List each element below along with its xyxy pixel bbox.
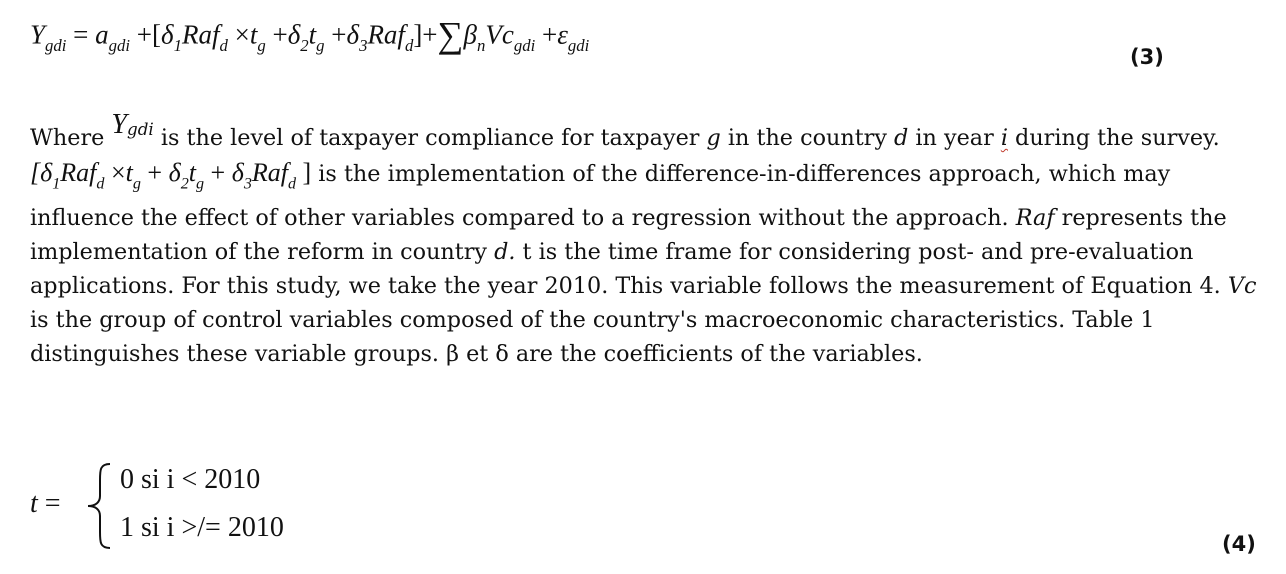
para-where: Where (30, 125, 112, 151)
eq3-delta3-sub: 3 (359, 35, 368, 55)
para-text-3: in year (908, 125, 1001, 151)
eq3-plus4: + (535, 19, 558, 50)
eq3-delta1: δ (161, 19, 174, 50)
eq3-t1: t (249, 19, 258, 50)
para-text-1: is the level of taxpayer compliance for taxpayer (153, 125, 707, 151)
eq3-raf2-sub: d (404, 35, 414, 55)
para-text-5: is the implementation of the difference-in-differences approach, which may influence the effect of other variables compared to a regression without the approach. (30, 161, 1171, 232)
para-g: g (706, 125, 721, 151)
para-text-7: t is the time frame for considering post- and pre-evaluation applications. For this study, we take the year 2010. This variable follows the measurement of Equation 4. (30, 239, 1228, 300)
body-paragraph: Where $Y^{gdi}$ is the level of taxpayer compliance for taxpayer g in the country d in year i during the survey. [$\delta_1Raf_d \times t_g + \delta_2t_g + \delta_3Raf_d$ ] is the implementation of the difference-in-differences approach, which may influence the effect of other variables compared to a regression without the approach. Raf represents the implementation of the reform in country d. t is the time frame for considering post- and pre-evaluation applications. For this study, we take the year 2010. This variable follows the measurement of Equation 4. Vc is the group of control variables composed of the country's macroeconomic characteristics. Table 1 distinguishes these variable groups. β et δ are the coefficients of the variables. (30, 109, 1257, 368)
eq4-lhs: t = (30, 488, 61, 519)
para-d: d (894, 125, 909, 151)
eq3-raf2: Raf (367, 19, 405, 50)
eq3-equals: = (66, 19, 96, 50)
equation-3 (30, 14, 589, 56)
eq3-a: a (95, 19, 109, 50)
eq3-lhs: Y (30, 19, 46, 50)
eq3-t2: t (308, 19, 317, 50)
eq3-beta: β (463, 19, 477, 50)
eq3-plus-bracket: +[ (130, 19, 162, 50)
eq3-vc-sub: gdi (513, 35, 536, 55)
eq3-delta2: δ (287, 19, 301, 50)
para-text-6: represents the implementation of the reform in country (30, 205, 1227, 266)
equation-4 (30, 460, 630, 550)
eq3-raf1: Raf (181, 19, 220, 50)
eq3-lhs-sub: gdi (45, 35, 67, 55)
eq3-epsilon: ε (557, 19, 568, 50)
eq4-case-1: 0 si i < 2010 (120, 464, 261, 495)
eq3-raf1-sub: d (219, 35, 228, 55)
eq4-case-2: 1 si i >/= 2010 (120, 512, 284, 543)
eq3-delta1-sub: 1 (173, 35, 182, 55)
eq3-times: × (227, 19, 250, 50)
eq3-t1-sub: g (257, 35, 266, 55)
eq3-bracket-close: ]+ (413, 19, 438, 50)
para-i-spellcheck: i (1000, 125, 1008, 151)
eq3-delta2-sub: 2 (300, 35, 309, 55)
para-text-2: in the country (720, 125, 895, 151)
eq3-t2-sub: g (316, 35, 325, 55)
eq3-sum-symbol: ∑ (437, 15, 464, 55)
para-raf: Raf (1015, 205, 1055, 232)
para-Y-sub: gdi (127, 119, 154, 139)
para-vc: Vc (1227, 273, 1257, 300)
para-text-8: is the group of control variables composed of the country's macroeconomic characteristics. Table 1 distinguishes these variable groups. β et δ are the coefficients of the variables. (30, 307, 1155, 368)
equation-3-number: (3) (1130, 45, 1164, 69)
eq3-delta3: δ (346, 19, 360, 50)
para-d2: d. (494, 239, 516, 266)
eq3-beta-sub: n (476, 35, 486, 55)
eq3-vc: Vc (485, 19, 514, 50)
eq3-plus2: + (265, 19, 288, 50)
para-Y-symbol: Y (111, 109, 127, 140)
equation-4-number: (4) (1222, 532, 1256, 556)
curly-brace-icon (82, 460, 116, 552)
eq3-plus3: + (324, 19, 347, 50)
para-text-4: during the survey. (1007, 125, 1220, 151)
eq3-epsilon-sub: gdi (567, 35, 590, 55)
eq3-a-sub: gdi (108, 35, 131, 55)
